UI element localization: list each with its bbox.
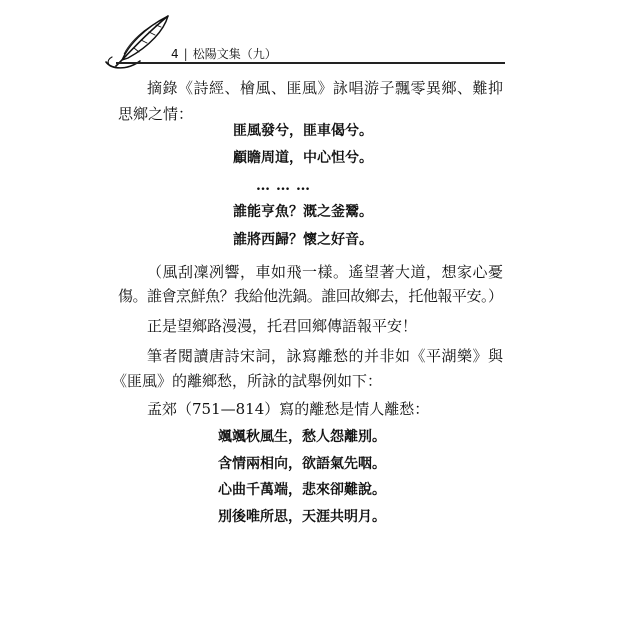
running-head <box>171 46 277 62</box>
poem-line: 心曲千萬端，悲來卻難說。 <box>218 482 386 498</box>
translation-line: 傷。誰會烹鮮魚？我給他洗鍋。誰回故鄉去，托他報平安。） <box>118 287 503 305</box>
poem-line: 顧瞻周道，中心怛兮。 <box>233 150 373 166</box>
running-head-separator: | <box>183 47 188 61</box>
translation-line: （風刮凜冽響，車如飛一樣。遙望著大道，想家心憂 <box>147 263 504 281</box>
quill-feather-icon <box>104 10 174 70</box>
survey-line: 筆者閱讀唐詩宋詞，詠寫離愁的并非如《平湖樂》與 <box>147 347 504 365</box>
page-number: 4 <box>171 47 179 61</box>
intro-line: 思鄉之情： <box>118 105 194 123</box>
remark-line: 正是望鄉路漫漫，托君回鄉傳語報平安！ <box>147 317 418 335</box>
meng-jiao-intro-line: 孟郊（751—814）寫的離愁是情人離愁： <box>147 400 430 418</box>
book-title: 松陽文集（九） <box>192 47 277 61</box>
poem-line: 颯颯秋風生，愁人怨離別。 <box>218 429 386 445</box>
survey-line: 《匪風》的離鄉愁，所詠的試舉例如下： <box>112 372 383 390</box>
poem-ellipsis: ……… <box>256 178 316 194</box>
poem-line: 誰將西歸？懷之好音。 <box>233 232 373 248</box>
poem-line: 匪風發兮，匪車偈兮。 <box>233 123 373 139</box>
poem-line: 誰能亨魚？溉之釜鬵。 <box>233 204 373 220</box>
poem-line: 別後唯所思，天涯共明月。 <box>218 509 386 525</box>
header-rule <box>116 62 505 64</box>
poem-line: 含情兩相向，欲語氣先咽。 <box>218 456 386 472</box>
intro-line: 摘錄《詩經、檜風、匪風》詠唱游子飄零異鄉、難抑 <box>147 79 504 97</box>
